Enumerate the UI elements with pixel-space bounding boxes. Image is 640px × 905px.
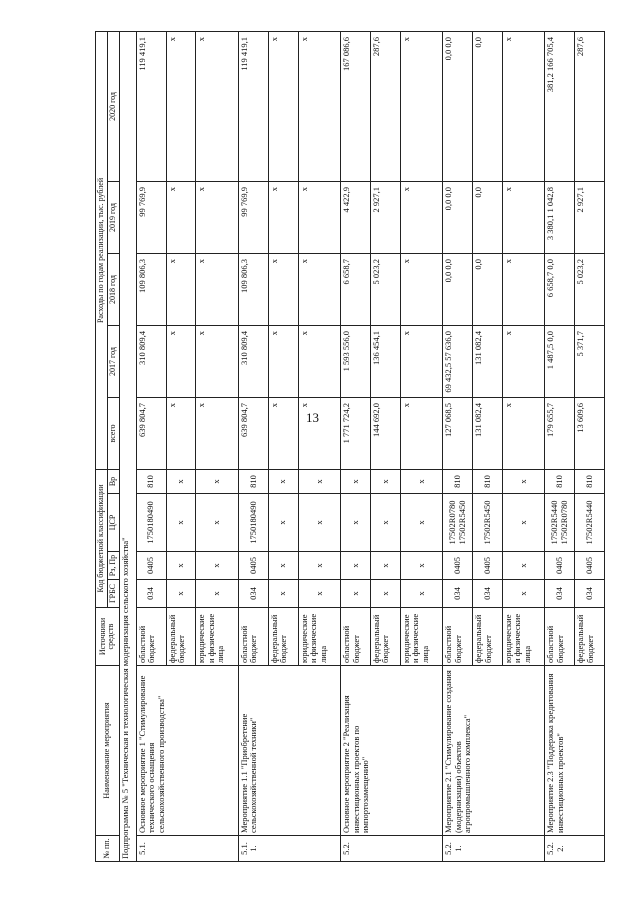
source-cell: юридические и физические лица xyxy=(502,608,545,666)
measure-number: 5.2. 2. xyxy=(545,836,605,862)
csr-cell: x xyxy=(341,494,371,552)
csr-cell: 1750180490 xyxy=(238,494,268,552)
y2020-cell: 287,6 xyxy=(575,31,605,181)
y2017-cell: 310 809,4 xyxy=(238,325,268,397)
measure-number: 5.2. 1. xyxy=(443,836,545,862)
grbs-cell: x xyxy=(298,580,341,608)
y2019-cell: x xyxy=(268,181,298,253)
y2019-cell: 0,0 xyxy=(473,181,503,253)
y2017-cell: x xyxy=(268,325,298,397)
grbs-cell: x xyxy=(502,580,545,608)
source-cell: федеральный бюджет xyxy=(575,608,605,666)
grbs-cell: x xyxy=(166,580,196,608)
y2017-cell: 136 454,1 xyxy=(370,325,400,397)
y2019-cell: x xyxy=(196,181,239,253)
measure-name: Мероприятие 1.1 "Приобретение сельскохозяйственной техники" xyxy=(238,666,340,836)
col-2018-header: 2018 год xyxy=(107,253,119,325)
col-source-header: Источники средств xyxy=(96,608,120,666)
vr-cell: x xyxy=(341,469,371,493)
source-cell: юридические и физические лица xyxy=(196,608,239,666)
y2019-cell: x xyxy=(166,181,196,253)
total-cell: 144 692,0 xyxy=(370,397,400,469)
rzpr-cell: 0405 xyxy=(473,552,503,580)
y2017-cell: x xyxy=(400,325,443,397)
y2019-cell: 2 927,1 xyxy=(575,181,605,253)
subprogram-title: Подпрограмма № 5 "Техническая и технологическая модернизация сельского хозяйства" xyxy=(119,31,136,861)
grbs-cell: x xyxy=(268,580,298,608)
y2020-cell: 167 086,6 xyxy=(341,31,371,181)
y2020-cell: x xyxy=(502,31,545,181)
grbs-cell: x xyxy=(370,580,400,608)
total-cell: 639 804,7 xyxy=(238,397,268,469)
y2018-cell: x xyxy=(268,253,298,325)
measure-name: Основное мероприятие 1 "Стимулирование технического оснащения сельскохозяйственного производства" xyxy=(136,666,238,836)
y2020-cell: 119 419,1 xyxy=(238,31,268,181)
grbs-cell: 034 xyxy=(238,580,268,608)
grbs-cell: x xyxy=(341,580,371,608)
vr-cell: x xyxy=(502,469,545,493)
csr-cell: x xyxy=(298,494,341,552)
y2020-cell: 381,2 166 705,4 xyxy=(545,31,575,181)
vr-cell: 810 xyxy=(545,469,575,493)
rzpr-cell: x xyxy=(268,552,298,580)
csr-cell: x xyxy=(268,494,298,552)
total-cell: x xyxy=(400,397,443,469)
rzpr-cell: 0405 xyxy=(136,552,166,580)
total-cell: 13 609,6 xyxy=(575,397,605,469)
rzpr-cell: x xyxy=(370,552,400,580)
csr-cell: x xyxy=(370,494,400,552)
measure-number: 5.1. xyxy=(136,836,238,862)
grbs-cell: 034 xyxy=(443,580,473,608)
total-cell: 1 771 724,2 xyxy=(341,397,371,469)
grbs-cell: x xyxy=(400,580,443,608)
col-no-header: № пп. xyxy=(96,836,120,862)
vr-cell: x xyxy=(298,469,341,493)
rotated-table-container xyxy=(95,32,605,862)
header-row-1 xyxy=(96,31,108,861)
y2018-cell: 5 023,2 xyxy=(575,253,605,325)
csr-cell: 1750180490 xyxy=(136,494,166,552)
col-total-header: всего xyxy=(107,397,119,469)
y2017-cell: x xyxy=(166,325,196,397)
rzpr-cell: 0405 xyxy=(575,552,605,580)
rzpr-cell: x xyxy=(298,552,341,580)
y2018-cell: x xyxy=(196,253,239,325)
col-kbk-header: Код бюджетной классификации xyxy=(96,469,108,607)
y2018-cell: 109 806,3 xyxy=(238,253,268,325)
y2018-cell: 5 023,2 xyxy=(370,253,400,325)
rzpr-cell: 0405 xyxy=(443,552,473,580)
y2017-cell: x xyxy=(196,325,239,397)
source-cell: областной бюджет xyxy=(238,608,268,666)
budget-table xyxy=(95,31,605,862)
vr-cell: x xyxy=(370,469,400,493)
y2019-cell: 3 380,1 1 042,8 xyxy=(545,181,575,253)
y2020-cell: 0,0 0,0 xyxy=(443,31,473,181)
y2020-cell: x xyxy=(196,31,239,181)
vr-cell: x xyxy=(268,469,298,493)
y2017-cell: 1 593 556,0 xyxy=(341,325,371,397)
csr-cell: x xyxy=(196,494,239,552)
csr-cell: 17502R5450 xyxy=(473,494,503,552)
table-row xyxy=(545,31,575,861)
y2017-cell: x xyxy=(502,325,545,397)
col-vr-header: Вр xyxy=(107,469,119,493)
total-cell: x xyxy=(298,397,341,469)
source-cell: юридические и физические лица xyxy=(298,608,341,666)
grbs-cell: 034 xyxy=(136,580,166,608)
col-csr-header: ЦСР xyxy=(107,494,119,552)
rzpr-cell: 0405 xyxy=(545,552,575,580)
measure-name: Основное мероприятие 2 "Реализация инвестиционных проектов по импортозамещению" xyxy=(341,666,443,836)
csr-cell: 17502R5440 xyxy=(575,494,605,552)
rzpr-cell: x xyxy=(166,552,196,580)
grbs-cell: 034 xyxy=(545,580,575,608)
y2020-cell: x xyxy=(166,31,196,181)
table-body xyxy=(119,31,604,861)
col-2017-header: 2017 год xyxy=(107,325,119,397)
total-cell: 179 655,7 xyxy=(545,397,575,469)
csr-cell: x xyxy=(400,494,443,552)
table-row xyxy=(136,31,166,861)
y2019-cell: x xyxy=(298,181,341,253)
y2018-cell: 0,0 xyxy=(473,253,503,325)
grbs-cell: 034 xyxy=(473,580,503,608)
y2018-cell: x xyxy=(166,253,196,325)
grbs-cell: 034 xyxy=(575,580,605,608)
col-grbs-header: ГРБС xyxy=(107,580,119,608)
rzpr-cell: x xyxy=(400,552,443,580)
vr-cell: 810 xyxy=(136,469,166,493)
y2019-cell: x xyxy=(400,181,443,253)
vr-cell: x xyxy=(400,469,443,493)
vr-cell: x xyxy=(166,469,196,493)
vr-cell: 810 xyxy=(238,469,268,493)
y2019-cell: 99 769,9 xyxy=(238,181,268,253)
col-2019-header: 2019 год xyxy=(107,181,119,253)
col-name-header: Наименование мероприятия xyxy=(96,666,120,836)
y2019-cell: 2 927,1 xyxy=(370,181,400,253)
subprogram-row xyxy=(119,31,136,861)
total-cell: 127 068,5 xyxy=(443,397,473,469)
source-cell: областной бюджет xyxy=(443,608,473,666)
y2017-cell: x xyxy=(298,325,341,397)
total-cell: x xyxy=(196,397,239,469)
csr-cell: x xyxy=(166,494,196,552)
table-row xyxy=(238,31,268,861)
total-cell: 639 804,7 xyxy=(136,397,166,469)
col-expenses-header: Расходы по годам реализации, тыс. рублей xyxy=(96,31,108,469)
y2018-cell: 0,0 0,0 xyxy=(443,253,473,325)
rzpr-cell: 0405 xyxy=(238,552,268,580)
y2019-cell: x xyxy=(502,181,545,253)
y2020-cell: 119 419,1 xyxy=(136,31,166,181)
total-cell: x xyxy=(502,397,545,469)
col-rzpr-header: Рз, Пр xyxy=(107,552,119,580)
y2020-cell: 287,6 xyxy=(370,31,400,181)
measure-name: Мероприятие 2.1 "Стимулирование создания (модернизации) объектов агропромышленного комплекса" xyxy=(443,666,545,836)
csr-cell: x xyxy=(502,494,545,552)
source-cell: областной бюджет xyxy=(136,608,166,666)
source-cell: областной бюджет xyxy=(545,608,575,666)
y2018-cell: x xyxy=(298,253,341,325)
grbs-cell: x xyxy=(196,580,239,608)
measure-name: Мероприятие 2.3 "Поддержка кредитования инвестиционных проектов" xyxy=(545,666,605,836)
y2020-cell: x xyxy=(298,31,341,181)
y2020-cell: x xyxy=(400,31,443,181)
y2018-cell: 6 658,7 0,0 xyxy=(545,253,575,325)
y2019-cell: 4 422,9 xyxy=(341,181,371,253)
table-row xyxy=(443,31,473,861)
y2018-cell: 6 658,7 xyxy=(341,253,371,325)
y2018-cell: x xyxy=(502,253,545,325)
y2019-cell: 99 769,9 xyxy=(136,181,166,253)
source-cell: юридические и физические лица xyxy=(400,608,443,666)
total-cell: 131 082,4 xyxy=(473,397,503,469)
vr-cell: 810 xyxy=(575,469,605,493)
y2018-cell: x xyxy=(400,253,443,325)
source-cell: областной бюджет xyxy=(341,608,371,666)
vr-cell: x xyxy=(196,469,239,493)
table-row xyxy=(341,31,371,861)
source-cell: федеральный бюджет xyxy=(473,608,503,666)
vr-cell: 810 xyxy=(443,469,473,493)
measure-number: 5.2. xyxy=(341,836,443,862)
rzpr-cell: x xyxy=(341,552,371,580)
y2017-cell: 310 809,4 xyxy=(136,325,166,397)
y2018-cell: 109 806,3 xyxy=(136,253,166,325)
y2020-cell: 0,0 xyxy=(473,31,503,181)
y2020-cell: x xyxy=(268,31,298,181)
y2017-cell: 131 082,4 xyxy=(473,325,503,397)
source-cell: федеральный бюджет xyxy=(268,608,298,666)
total-cell: x xyxy=(268,397,298,469)
rzpr-cell: x xyxy=(502,552,545,580)
csr-cell: 17502R0780 17502R5450 xyxy=(443,494,473,552)
y2017-cell: 69 432,5 57 636,0 xyxy=(443,325,473,397)
y2017-cell: 5 371,7 xyxy=(575,325,605,397)
rzpr-cell: x xyxy=(196,552,239,580)
y2017-cell: 1 487,5 0,0 xyxy=(545,325,575,397)
source-cell: федеральный бюджет xyxy=(166,608,196,666)
total-cell: x xyxy=(166,397,196,469)
col-2020-header: 2020 год xyxy=(107,31,119,181)
csr-cell: 17502R5440 17502R0780 xyxy=(545,494,575,552)
vr-cell: 810 xyxy=(473,469,503,493)
page-number: 13 xyxy=(306,410,319,425)
y2019-cell: 0,0 0,0 xyxy=(443,181,473,253)
source-cell: федеральный бюджет xyxy=(370,608,400,666)
measure-number: 5.1. 1. xyxy=(238,836,340,862)
